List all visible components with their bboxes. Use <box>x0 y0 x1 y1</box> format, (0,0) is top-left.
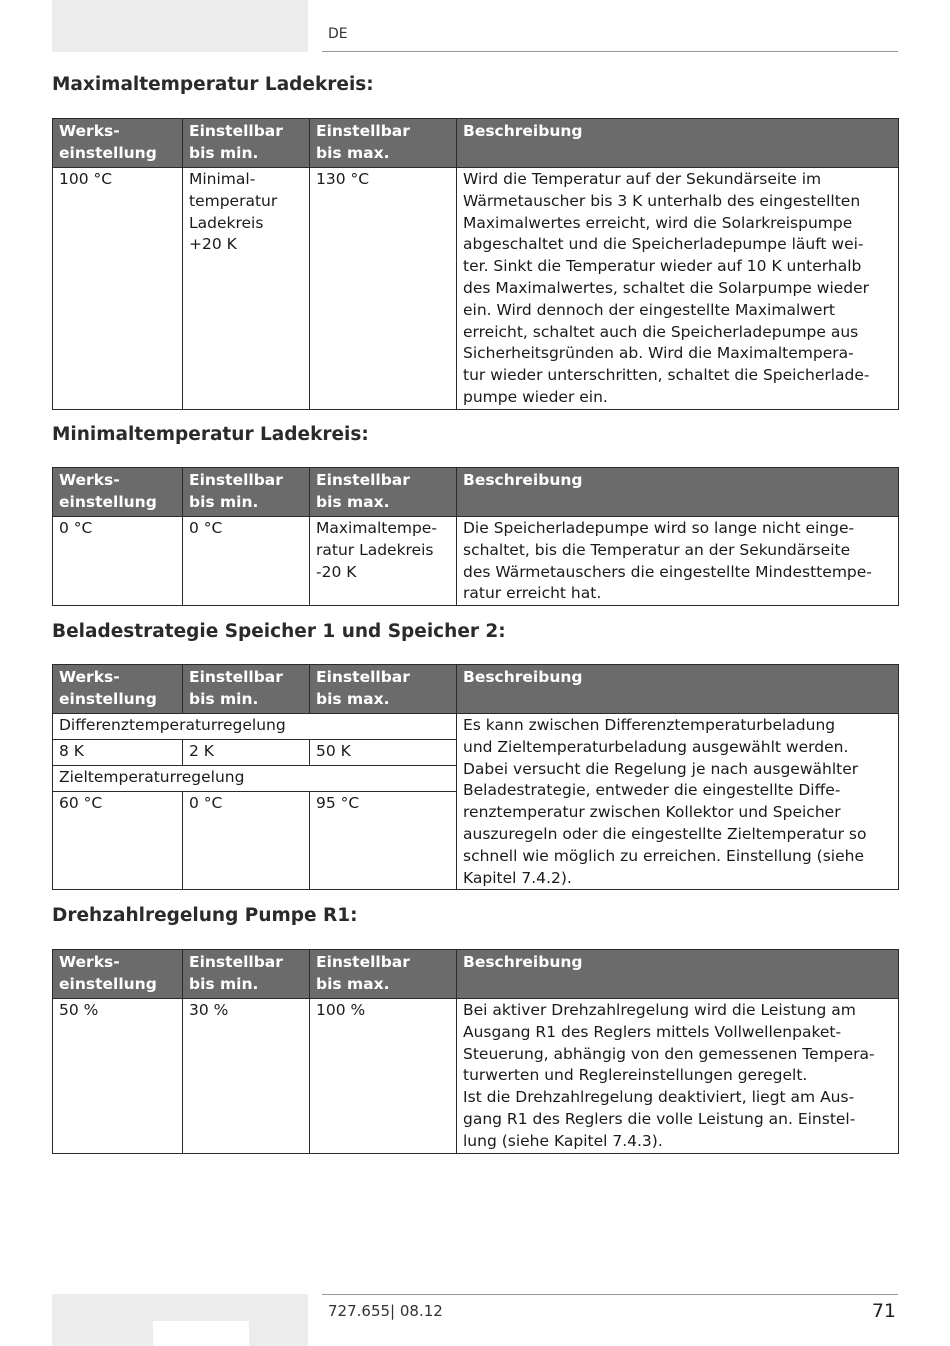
header-rule <box>322 51 898 52</box>
cell-min: Minimal- temperatur Ladekreis +20 K <box>183 168 310 410</box>
cell-description: Es kann zwischen Differenztemperaturbeladung und Zieltemperaturbeladung ausgewählt werden. Dabei versucht die Regelung je nach ausgewählter Beladestrategie, entweder die eingestellte Diffe- renztemperatur zwischen Kollektor und Speicher auszuregeln oder die eingestellte Zieltemperatur so schnell wie möglich zu erreichen. Einstellung (siehe Kapitel 7.4.2). <box>457 714 899 890</box>
cell-max: Maximaltempe- ratur Ladekreis -20 K <box>310 517 457 606</box>
section-title-pump-speed: Drehzahlregelung Pumpe R1: <box>52 905 358 926</box>
table-min-temp <box>52 467 899 606</box>
section-title-max-temp: Maximaltemperatur Ladekreis: <box>52 74 374 95</box>
table-row <box>53 168 899 410</box>
column-header-description: Beschreibung <box>457 665 899 714</box>
table-row <box>53 999 899 1154</box>
column-header-min: Einstellbar bis min. <box>183 950 310 999</box>
subgroup-label: Differenztemperaturregelung <box>53 714 457 740</box>
language-label: DE <box>328 26 348 42</box>
column-header-min: Einstellbar bis min. <box>183 665 310 714</box>
column-header-max: Einstellbar bis max. <box>310 665 457 714</box>
column-header-max: Einstellbar bis max. <box>310 119 457 168</box>
table-loading-strategy <box>52 664 899 890</box>
footer-rule <box>322 1294 898 1295</box>
column-header-min: Einstellbar bis min. <box>183 468 310 517</box>
cell-factory: 50 % <box>53 999 183 1154</box>
column-header-min: Einstellbar bis min. <box>183 119 310 168</box>
column-header-description: Beschreibung <box>457 468 899 517</box>
subgroup-label: Zieltemperaturregelung <box>53 766 457 792</box>
document-code: 727.655| 08.12 <box>328 1302 443 1320</box>
cell-max: 100 % <box>310 999 457 1154</box>
cell-min: 2 K <box>183 740 310 766</box>
cell-max: 95 °C <box>310 792 457 890</box>
cell-description: Wird die Temperatur auf der Sekundärseite im Wärmetauscher bis 3 K unterhalb des eingestellten Maximalwertes erreicht, wird die Solarkreispumpe abgeschaltet und die Speicherladepumpe läuft wei- ter. Sinkt die Temperatur wieder auf 10 K unterhalb des Maximalwertes, schaltet die Solarpumpe wieder ein. Wird dennoch der eingestellte Maximalwert erreicht, schaltet auch die Speicherladepumpe aus Sicherheitsgründen ab. Wird die Maximaltempera- tur wieder unterschritten, schaltet die Speicherlade- pumpe wieder ein. <box>457 168 899 410</box>
cell-max: 50 K <box>310 740 457 766</box>
column-header-max: Einstellbar bis max. <box>310 950 457 999</box>
table-row <box>53 517 899 606</box>
table-header-row <box>53 950 899 999</box>
column-header-factory: Werks- einstellung <box>53 468 183 517</box>
cell-max: 130 °C <box>310 168 457 410</box>
cell-min: 0 °C <box>183 792 310 890</box>
column-header-factory: Werks- einstellung <box>53 950 183 999</box>
section-title-loading-strategy: Beladestrategie Speicher 1 und Speicher 2: <box>52 621 506 642</box>
cell-min: 30 % <box>183 999 310 1154</box>
table-header-row <box>53 119 899 168</box>
cell-factory: 8 K <box>53 740 183 766</box>
footer-gray-block <box>52 1294 308 1346</box>
column-header-description: Beschreibung <box>457 950 899 999</box>
section-title-min-temp: Minimaltemperatur Ladekreis: <box>52 424 369 445</box>
cell-factory: 0 °C <box>53 517 183 606</box>
cell-description: Bei aktiver Drehzahlregelung wird die Leistung am Ausgang R1 des Reglers mittels Vollwellenpaket- Steuerung, abhängig von den gemessenen Tempera- turwerten und Reglereinstellungen geregelt. Ist die Drehzahlregelung deaktiviert, liegt am Aus- gang R1 des Reglers die volle Leistung an. Einstel- lung (siehe Kapitel 7.4.3). <box>457 999 899 1154</box>
table-header-row <box>53 665 899 714</box>
cell-description: Die Speicherladepumpe wird so lange nicht einge- schaltet, bis die Temperatur an der Sekundärseite des Wärmetauschers die eingestellte Mindesttempe- ratur erreicht hat. <box>457 517 899 606</box>
header-gray-block <box>52 0 308 52</box>
subgroup-label-row <box>53 714 899 740</box>
table-pump-speed <box>52 949 899 1154</box>
table-header-row <box>53 468 899 517</box>
table-max-temp <box>52 118 899 410</box>
page-number: 71 <box>871 1300 896 1322</box>
cell-factory: 100 °C <box>53 168 183 410</box>
column-header-description: Beschreibung <box>457 119 899 168</box>
column-header-max: Einstellbar bis max. <box>310 468 457 517</box>
footer-white-strip <box>153 1321 249 1346</box>
cell-min: 0 °C <box>183 517 310 606</box>
column-header-factory: Werks- einstellung <box>53 665 183 714</box>
column-header-factory: Werks- einstellung <box>53 119 183 168</box>
cell-factory: 60 °C <box>53 792 183 890</box>
